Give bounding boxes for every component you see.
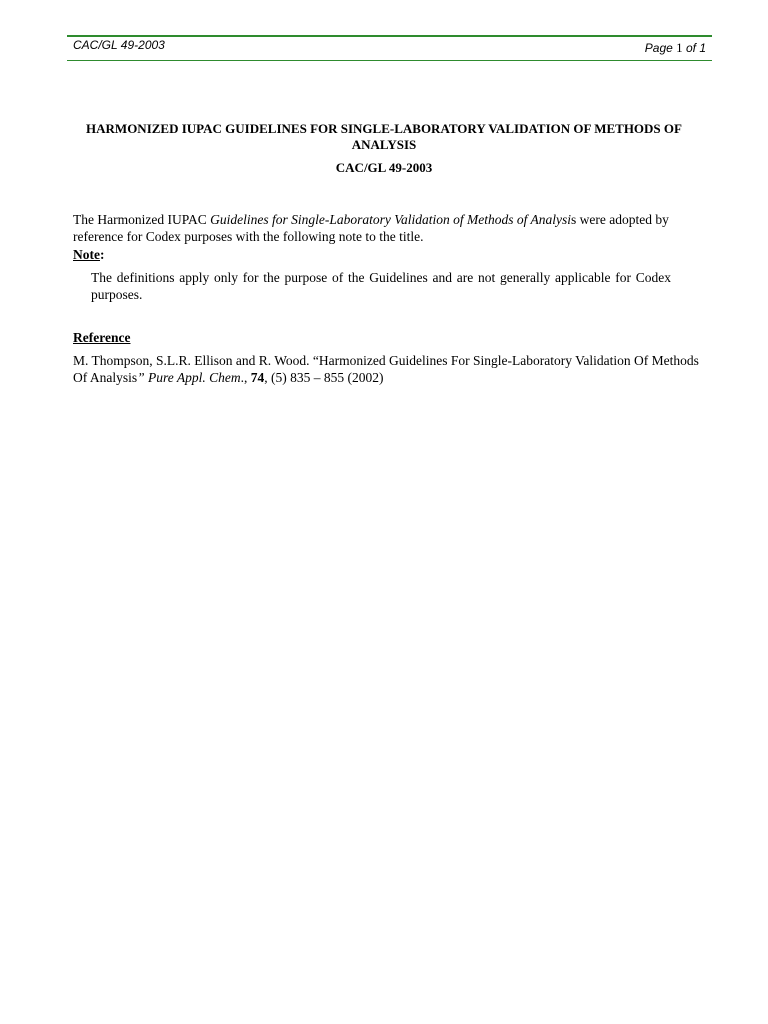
note-heading-colon: : [100,247,105,262]
intro-paragraph [73,211,703,245]
intro-text-before: The Harmonized IUPAC [73,212,211,227]
reference-authors-title: M. Thompson, S.L.R. Ellison and R. Wood. “Harmonized Guidelines For Single-Laboratory Validation Of Methods Of Analysis [73,353,699,385]
note-text: The definitions apply only for the purpose of the Guidelines and are not generally applicable for Codex purposes. [91,270,671,302]
page-number: 1 [676,40,683,55]
reference-heading: Reference [73,330,131,345]
reference-rest: , (5) 835 – 855 (2002) [264,370,384,385]
reference-citation [73,352,703,386]
intro-text-after: s were adopted by reference for Codex purposes with the following note to the title. [73,212,669,244]
note-heading-label: Note [73,247,100,262]
page-of: of 1 [685,41,706,55]
note-heading [73,247,105,263]
header-page-number [645,40,706,56]
page-label: Page [644,41,673,55]
intro-text-italic: Guidelines for Single-Laboratory Validation of Methods of Analysi [210,212,571,227]
document-subtitle: CAC/GL 49-2003 [335,160,433,175]
reference-sep: ., [240,370,251,385]
reference-volume: 74 [250,370,265,385]
document-title: HARMONIZED IUPAC GUIDELINES FOR SINGLE-LABORATORY VALIDATION OF METHODS OF ANALYSIS [86,121,682,152]
reference-journal: ” Pure Appl. Chem [137,370,241,385]
page-header [67,35,712,61]
header-doc-id: CAC/GL 49-2003 [73,38,165,52]
